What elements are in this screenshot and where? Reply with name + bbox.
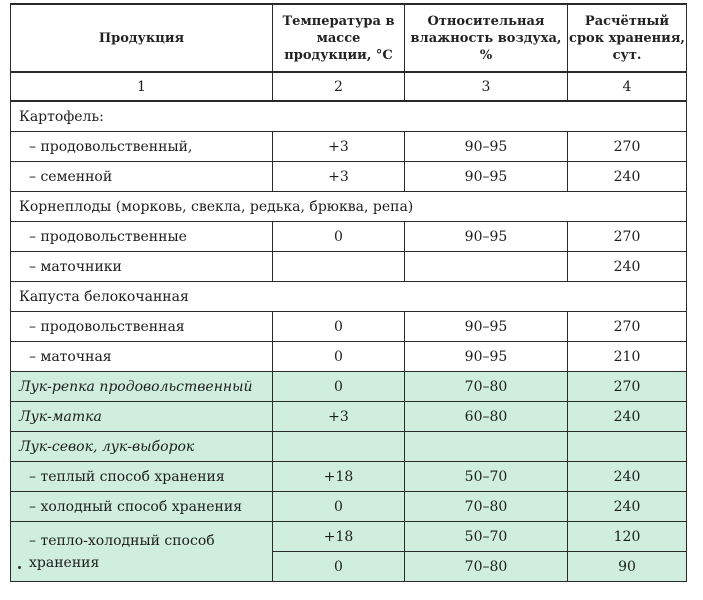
product-name: – маточники: [11, 252, 273, 282]
days-cell: [568, 432, 687, 462]
column-number: 3: [405, 72, 568, 101]
product-name: – маточная: [11, 342, 273, 372]
product-name: – холодный способ хранения: [11, 492, 273, 522]
header-product: Продукция: [11, 4, 273, 72]
humidity-cell: 90–95: [405, 132, 568, 162]
group-label: Корнеплоды (морковь, свекла, редька, брюква, репа): [11, 192, 687, 222]
days-cell: 240: [568, 252, 687, 282]
temperature-cell: 0: [273, 492, 405, 522]
product-name: – семенной: [11, 162, 273, 192]
humidity-cell: 90–95: [405, 342, 568, 372]
table-row-highlighted: [11, 372, 687, 402]
table-row-highlighted: [11, 492, 687, 522]
days-cell: 240: [568, 402, 687, 432]
header-storage-days: Расчётный срок хранения, сут.: [568, 4, 687, 72]
humidity-cell: 70–80: [405, 552, 568, 582]
temperature-cell: [273, 432, 405, 462]
header-row: [11, 4, 687, 72]
temperature-cell: +18: [273, 522, 405, 552]
humidity-cell: 90–95: [405, 312, 568, 342]
days-cell: 120: [568, 522, 687, 552]
temperature-cell: +3: [273, 402, 405, 432]
product-name: Лук-матка: [11, 402, 273, 432]
humidity-cell: 60–80: [405, 402, 568, 432]
days-cell: 270: [568, 132, 687, 162]
group-label: Лук-севок, лук-выборок: [11, 432, 273, 462]
group-label: Картофель:: [11, 101, 687, 132]
temperature-cell: +18: [273, 462, 405, 492]
temperature-cell: 0: [273, 372, 405, 402]
temperature-cell: 0: [273, 342, 405, 372]
days-cell: 270: [568, 312, 687, 342]
humidity-cell: [405, 432, 568, 462]
humidity-cell: 90–95: [405, 222, 568, 252]
header-humidity: Относительная влажность воздуха, %: [405, 4, 568, 72]
table-row-highlighted: [11, 462, 687, 492]
product-name: – теплый способ хранения: [11, 462, 273, 492]
storage-table: [10, 3, 687, 582]
humidity-cell: 90–95: [405, 162, 568, 192]
days-cell: 270: [568, 372, 687, 402]
column-number: 4: [568, 72, 687, 101]
days-cell: 90: [568, 552, 687, 582]
column-number: 1: [11, 72, 273, 101]
product-name: Лук-репка продовольственный: [11, 372, 273, 402]
scan-speck: [18, 566, 21, 569]
product-name: – продовольственные: [11, 222, 273, 252]
table-row: [11, 342, 687, 372]
column-number-row: [11, 72, 687, 101]
temperature-cell: +3: [273, 162, 405, 192]
table-row: [11, 132, 687, 162]
humidity-cell: 70–80: [405, 492, 568, 522]
days-cell: 240: [568, 162, 687, 192]
product-name: – тепло-холодный способ хранения: [11, 522, 273, 582]
header-temperature: Температура в массе продукции, °С: [273, 4, 405, 72]
days-cell: 270: [568, 222, 687, 252]
humidity-cell: 50–70: [405, 522, 568, 552]
group-row: [11, 101, 687, 132]
group-row-highlighted: [11, 432, 687, 462]
temperature-cell: [273, 252, 405, 282]
days-cell: 240: [568, 492, 687, 522]
days-cell: 210: [568, 342, 687, 372]
group-row: [11, 192, 687, 222]
product-name: – продовольственная: [11, 312, 273, 342]
humidity-cell: 70–80: [405, 372, 568, 402]
temperature-cell: 0: [273, 222, 405, 252]
temperature-cell: 0: [273, 312, 405, 342]
days-cell: 240: [568, 462, 687, 492]
table-row-highlighted: [11, 522, 687, 552]
table-row-highlighted: [11, 402, 687, 432]
product-name: – продовольственный,: [11, 132, 273, 162]
humidity-cell: [405, 252, 568, 282]
group-label: Капуста белокочанная: [11, 282, 687, 312]
column-number: 2: [273, 72, 405, 101]
temperature-cell: +3: [273, 132, 405, 162]
table-row: [11, 252, 687, 282]
table-row: [11, 222, 687, 252]
group-row: [11, 282, 687, 312]
temperature-cell: 0: [273, 552, 405, 582]
humidity-cell: 50–70: [405, 462, 568, 492]
table-row: [11, 312, 687, 342]
table-row: [11, 162, 687, 192]
